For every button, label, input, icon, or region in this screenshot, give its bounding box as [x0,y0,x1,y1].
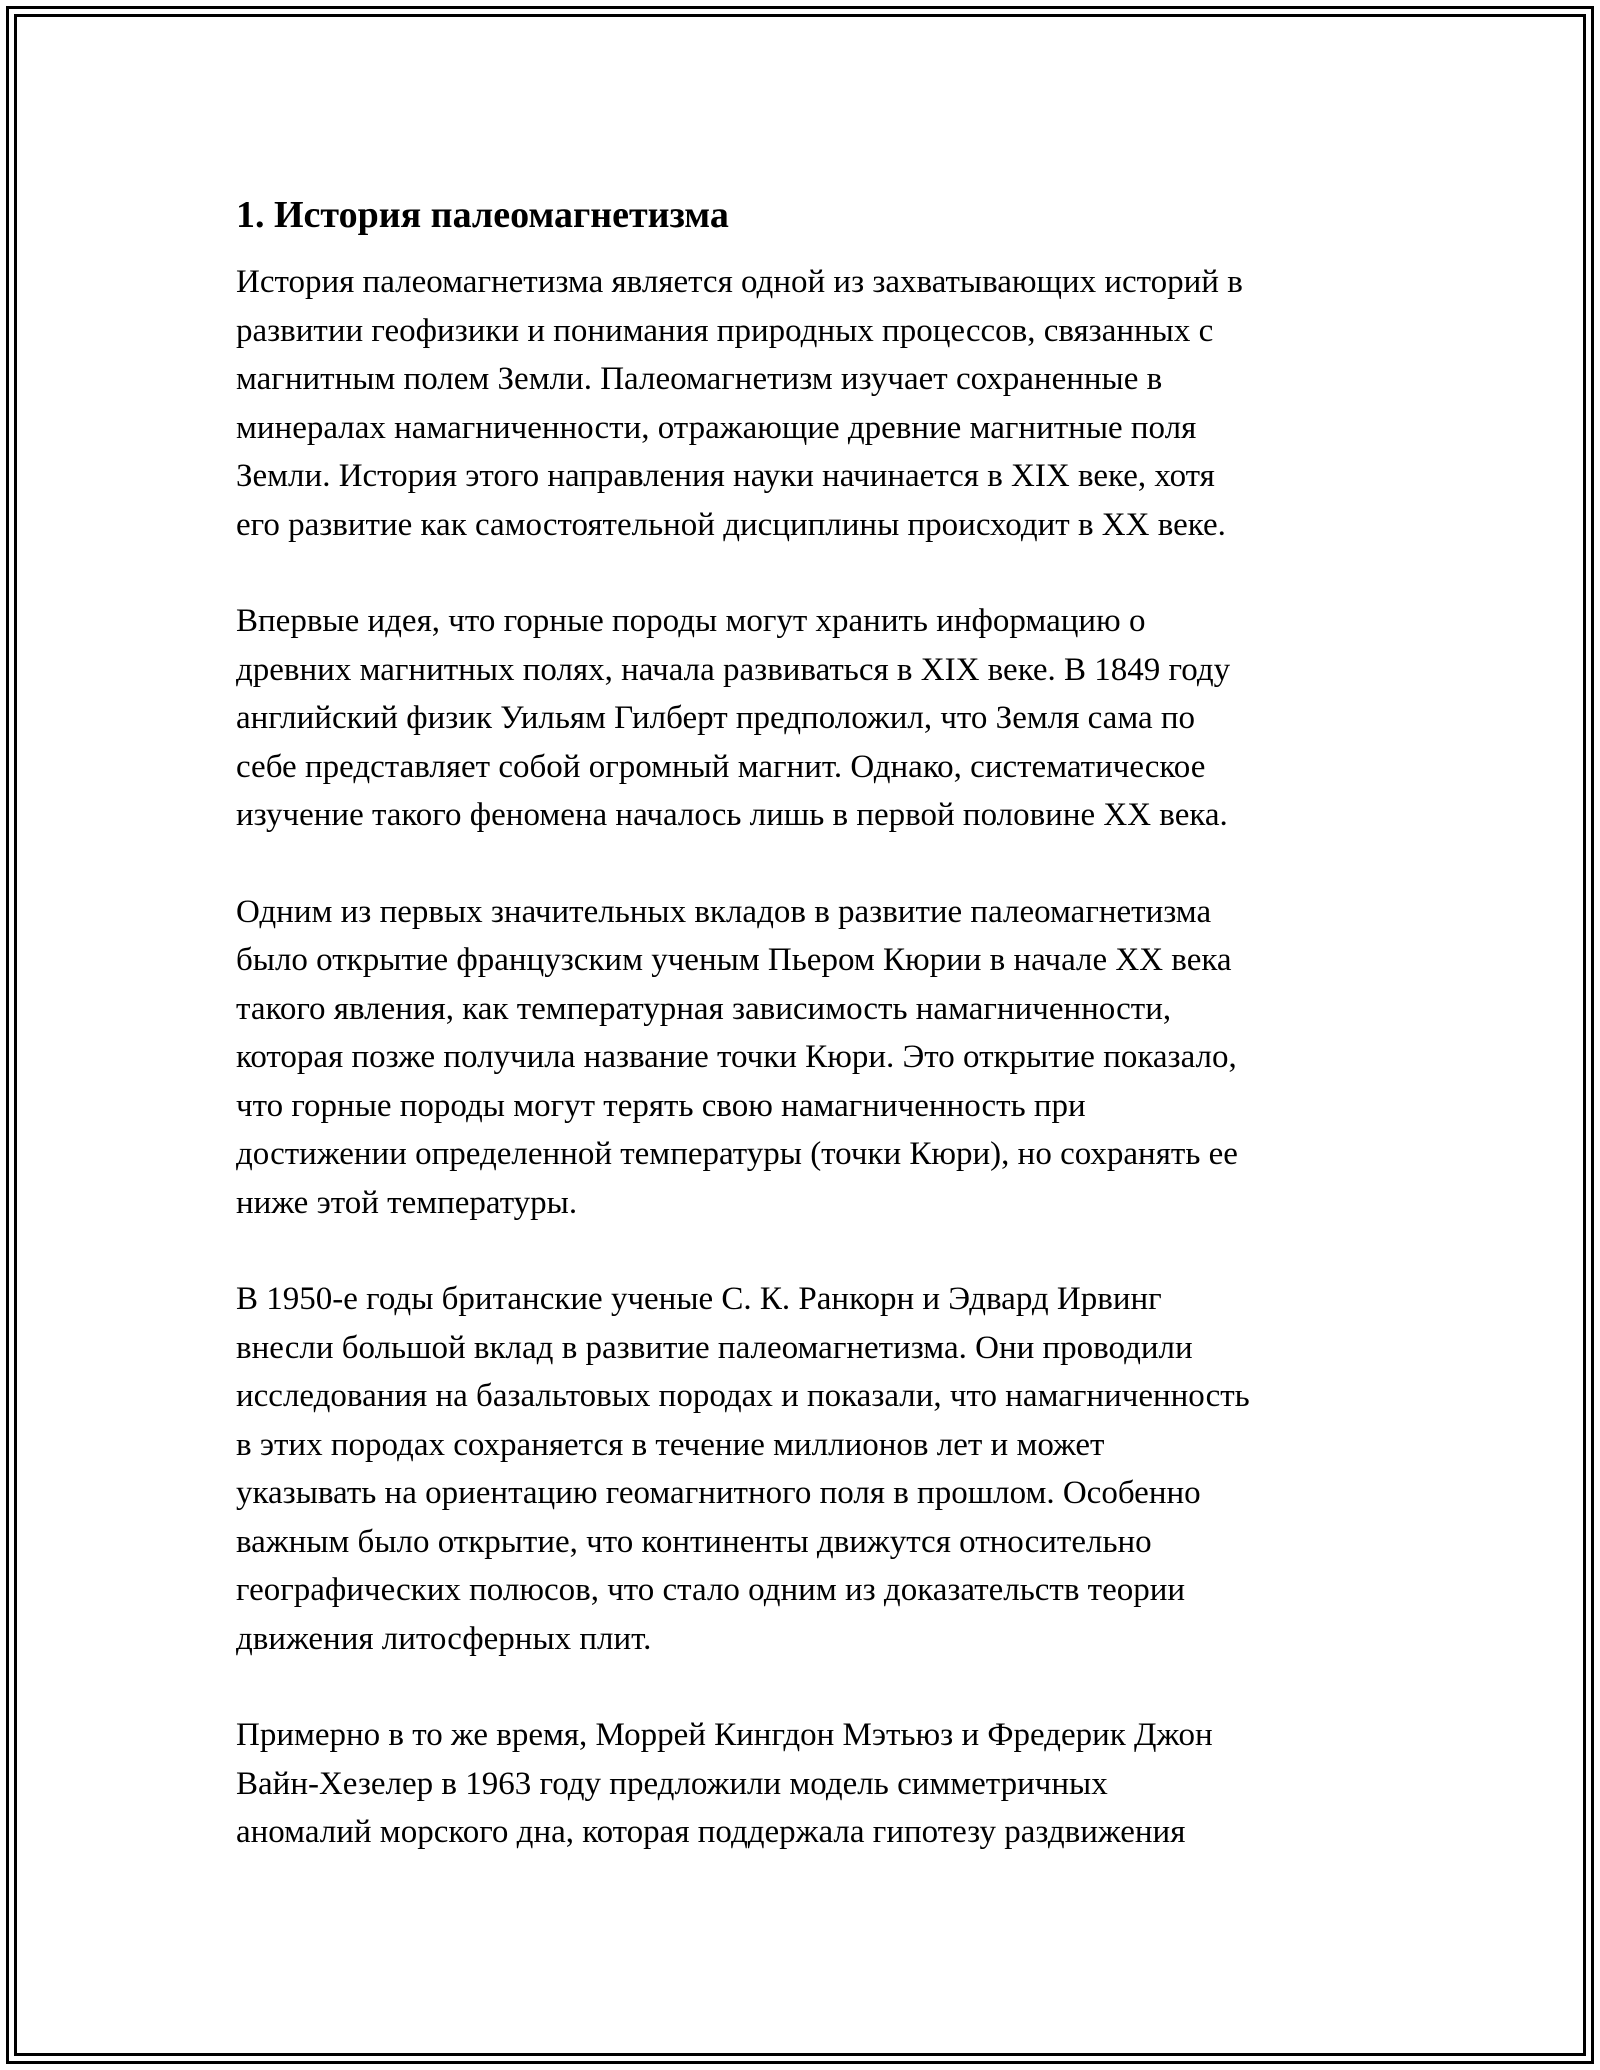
paragraph-2 [236,597,1396,840]
text-line: развитии геофизики и понимания природных процессов, связанных с [236,312,1214,349]
text-line: минералах намагниченности, отражающие древние магнитные поля [236,409,1197,446]
text-line: История палеомагнетизма является одной из захватывающих историй в [236,264,1243,300]
text-line: достижении определенной температуры (точки Кюри), но сохранять ее [236,1136,1238,1172]
text-line: движения литосферных плит. [236,1620,652,1657]
text-line: древних магнитных полях, начала развиваться в XIX веке. В 1849 году [236,651,1231,688]
text-line: Вайн-Хезелер в 1963 году предложили модель симметричных [236,1765,1108,1802]
text-line: Земли. История этого направления науки начинается в XIX веке, хотя [236,458,1215,494]
section-heading: 1. История палеомагнетизма [236,194,729,236]
text-line: себе представляет собой огромный магнит. Однако, систематическое [236,748,1206,785]
text-line: в этих породах сохраняется в течение миллионов лет и может [236,1426,1105,1463]
text-line: английский физик Уильям Гилберт предположил, что Земля сама по [236,700,1196,736]
text-line: исследования на базальтовых породах и показали, что намагниченность [236,1378,1250,1414]
text-line: внесли большой вклад в развитие палеомагнетизма. Они проводили [236,1329,1193,1366]
text-line: важным было открытие, что континенты движутся относительно [236,1523,1152,1560]
text-line: было открытие французским ученым Пьером Кюрии в начале XX века [236,942,1232,978]
text-line: ниже этой температуры. [236,1184,578,1221]
text-line: которая позже получила название точки Кюри. Это открытие показало, [236,1039,1237,1075]
text-line: изучение такого феномена началось лишь в первой половине XX века. [236,797,1228,833]
text-line: В 1950-е годы британские ученые С. К. Ранкорн и Эдвард Ирвинг [236,1281,1162,1317]
text-line: Впервые идея, что горные породы могут хранить информацию о [236,603,1146,639]
text-line: географических полюсов, что стало одним из доказательств теории [236,1572,1186,1608]
text-line: Одним из первых значительных вкладов в развитие палеомагнетизма [236,893,1212,930]
paragraph-1 [236,258,1396,549]
text-line: его развитие как самостоятельной дисциплины происходит в XX веке. [236,506,1226,543]
text-line: Примерно в то же время, Моррей Кингдон Мэтьюз и Фредерик Джон [236,1717,1213,1753]
text-line: аномалий морского дна, которая поддержала гипотезу раздвижения [236,1814,1186,1850]
text-line: указывать на ориентацию геомагнитного поля в прошлом. Особенно [236,1475,1201,1511]
paragraph-3 [236,888,1396,1228]
paragraph-4 [236,1275,1396,1663]
text-line: такого явления, как температурная зависимость намагниченности, [236,990,1172,1027]
text-line: магнитным полем Земли. Палеомагнетизм изучает сохраненные в [236,361,1163,397]
document-body [236,186,1396,1905]
text-line: что горные породы могут терять свою намагниченность при [236,1087,1086,1124]
paragraph-5 [236,1711,1396,1857]
